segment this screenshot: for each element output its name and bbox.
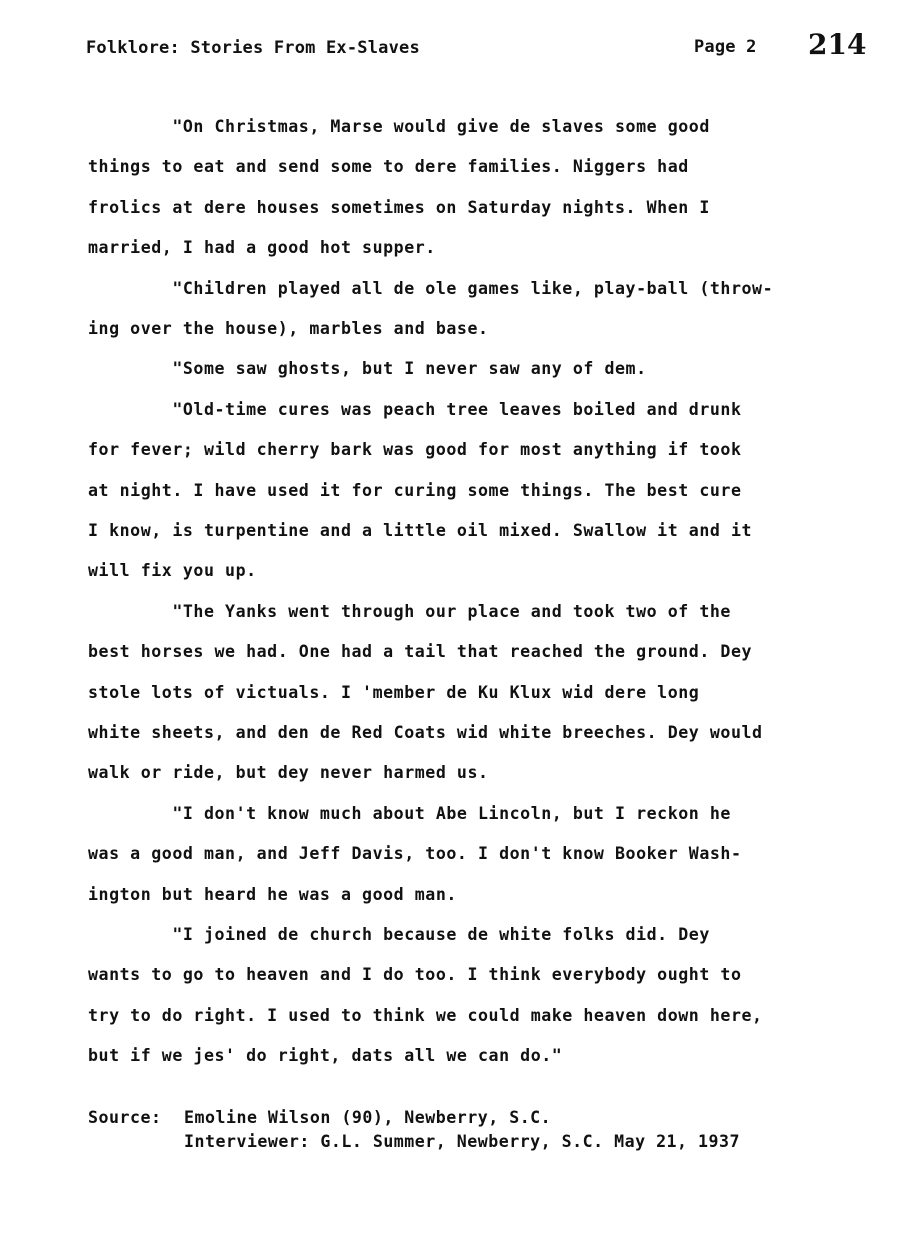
text-line: stole lots of victuals. I 'member de Ku Klux wid dere long xyxy=(88,682,700,702)
text-line: was a good man, and Jeff Davis, too. I don't know Booker Wash- xyxy=(88,844,742,864)
source-line xyxy=(88,1106,848,1130)
text-line: ington but heard he was a good man. xyxy=(88,884,457,904)
text-line: "Old-time cures was peach tree leaves boiled and drunk xyxy=(88,399,742,419)
interviewer-line xyxy=(88,1130,848,1154)
text-line: "I don't know much about Abe Lincoln, but I reckon he xyxy=(88,803,731,823)
text-line: things to eat and send some to dere families. Niggers had xyxy=(88,157,689,177)
text-line: for fever; wild cherry bark was good for most anything if took xyxy=(88,440,742,460)
text-line: "Some saw ghosts, but I never saw any of dem. xyxy=(88,359,647,379)
text-line: frolics at dere houses sometimes on Saturday nights. When I xyxy=(88,197,710,217)
header-page-label: Page 2 xyxy=(694,37,757,57)
text-line: "The Yanks went through our place and took two of the xyxy=(88,601,731,621)
text-line: best horses we had. One had a tail that reached the ground. Dey xyxy=(88,642,753,662)
text-line: will fix you up. xyxy=(88,561,257,581)
text-line: "I joined de church because de white folks did. Dey xyxy=(88,925,710,944)
text-line: "On Christmas, Marse would give de slaves some good xyxy=(88,117,710,136)
source-block xyxy=(88,1106,848,1154)
text-line: but if we jes' do right, dats all we can do." xyxy=(88,1046,563,1066)
text-line: white sheets, and den de Red Coats wid white breeches. Dey would xyxy=(88,723,763,742)
header-title: Folklore: Stories From Ex-Slaves xyxy=(86,38,420,58)
text-line: walk or ride, but dey never harmed us. xyxy=(88,763,489,783)
text-line: wants to go to heaven and I do too. I think everybody ought to xyxy=(88,965,742,985)
text-line: married, I had a good hot supper. xyxy=(88,238,436,258)
source-text: Emoline Wilson (90), Newberry, S.C. xyxy=(184,1108,552,1127)
text-line: I know, is turpentine and a little oil mixed. Swallow it and it xyxy=(88,521,753,540)
source-label: Source: xyxy=(88,1108,162,1127)
text-line: try to do right. I used to think we could make heaven down here, xyxy=(88,1005,763,1025)
text-line: at night. I have used it for curing some things. The best cure xyxy=(88,480,742,500)
text-line: "Children played all de ole games like, play-ball (throw- xyxy=(88,278,774,298)
interviewer-text: Interviewer: G.L. Summer, Newberry, S.C. May 21, 1937 xyxy=(184,1132,740,1151)
text-line: ing over the house), marbles and base. xyxy=(88,319,489,338)
header-page-number: 214 xyxy=(808,28,867,61)
